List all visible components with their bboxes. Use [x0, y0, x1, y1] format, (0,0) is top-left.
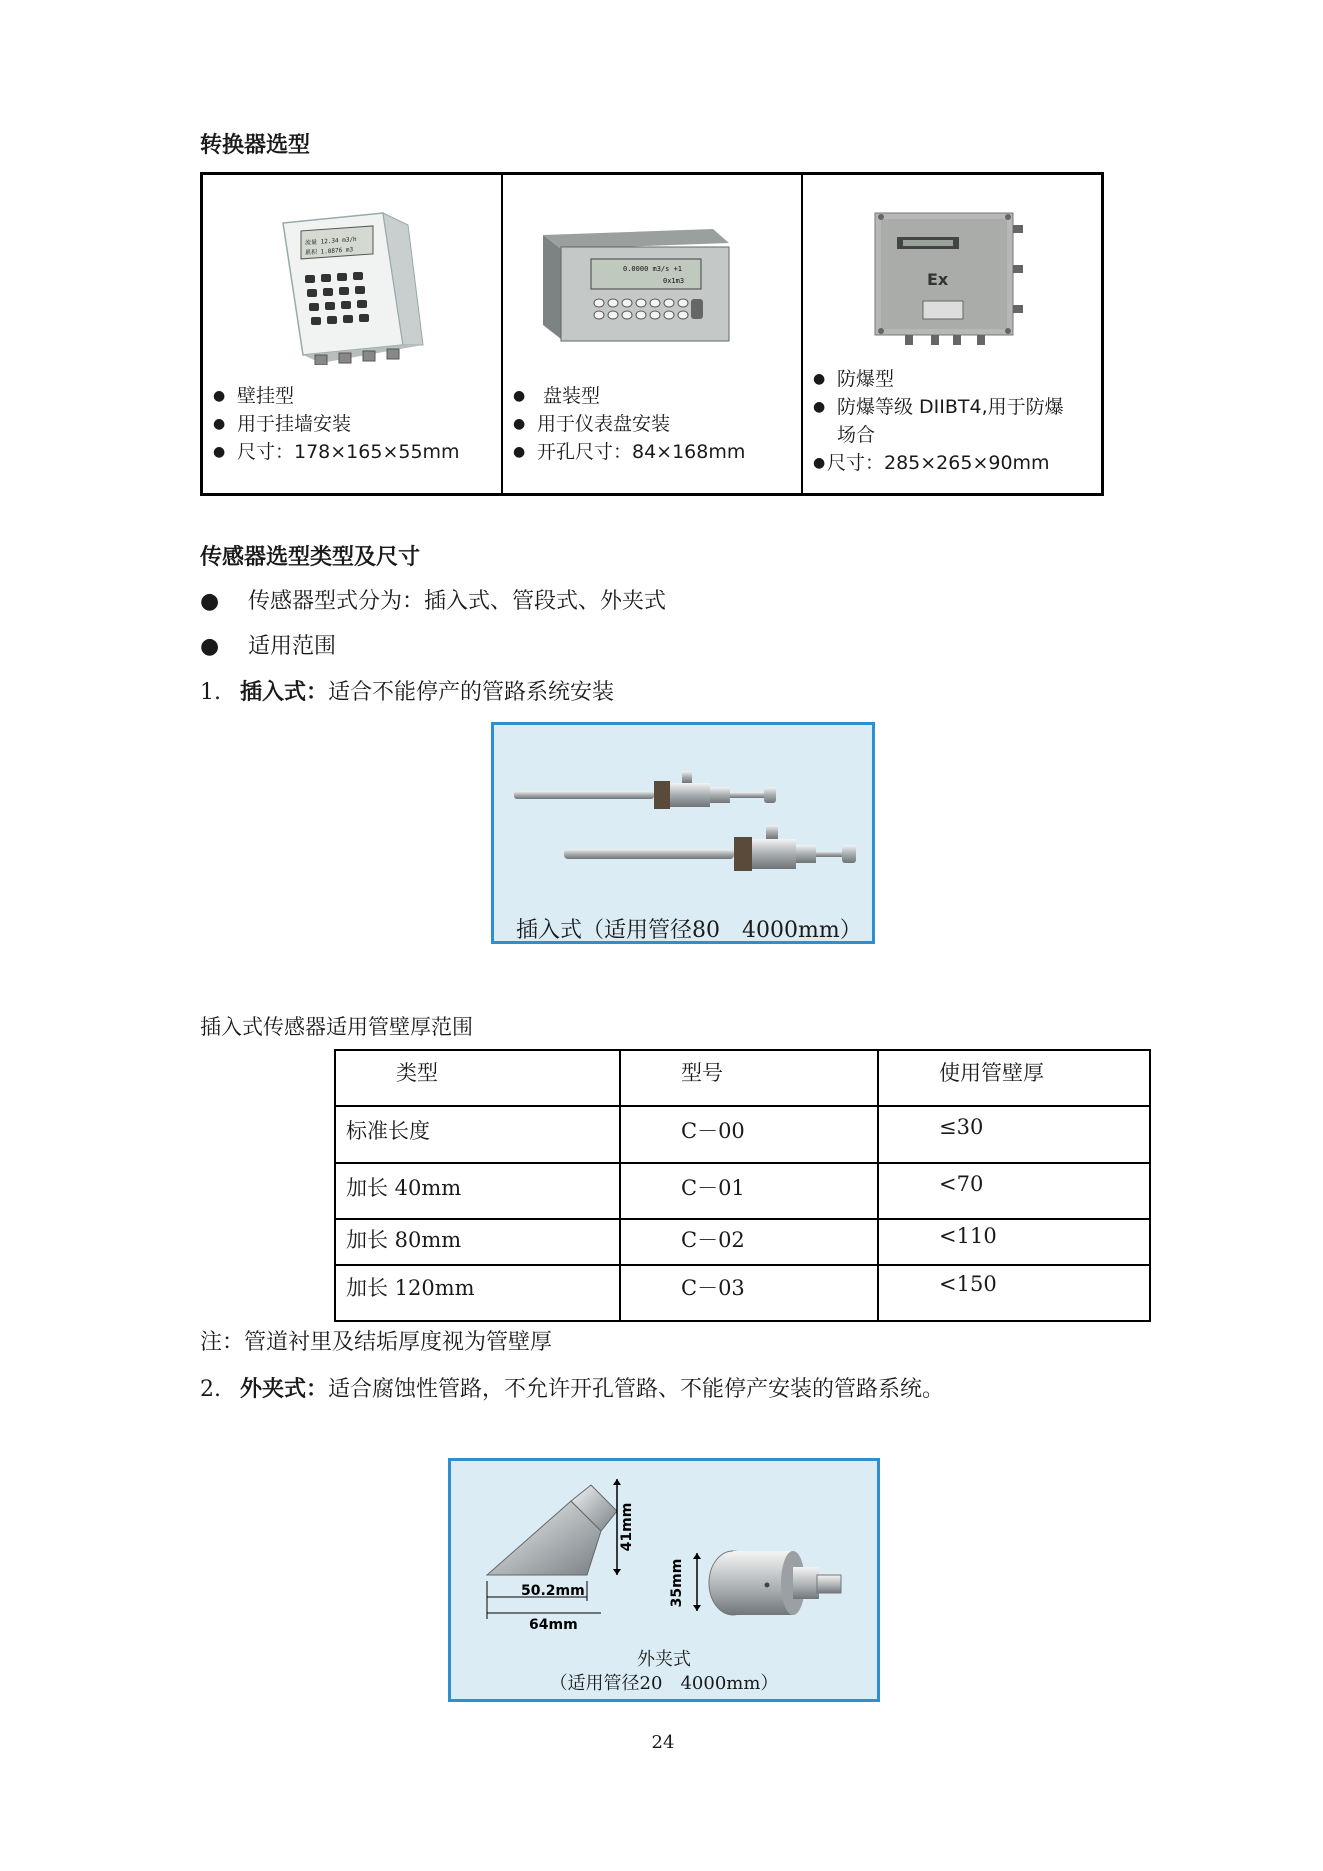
table-cell: 加长 120mm	[335, 1265, 620, 1321]
item-text: 适合腐蚀性管路，不允许开孔管路、不能停产安装的管路系统。	[328, 1377, 945, 1402]
panel-model-name: ● 盘装型	[513, 382, 745, 410]
ex-mark: Ex	[927, 270, 949, 289]
table-cell: C－01	[620, 1163, 878, 1219]
table-cell: <110	[878, 1219, 1150, 1265]
note: 注：管道衬里及结垢厚度视为管壁厚	[200, 1330, 553, 1355]
item-text: 适合不能停产的管路系统安装	[328, 680, 615, 705]
wall-display-line2: 累积 1.0876 m3	[305, 246, 354, 257]
converter-cell-ex	[803, 175, 1101, 493]
table-row	[335, 1163, 1150, 1219]
wall-thickness-table-title: 插入式传感器适用管壁厚范围	[200, 1015, 473, 1039]
table-cell: C－02	[620, 1219, 878, 1265]
table-row	[335, 1265, 1150, 1321]
panel-display-line1: 0.0000 m3/s +1	[623, 265, 683, 273]
insert-caption: 插入式（适用管径80 4000mm）	[516, 918, 862, 943]
converter-cell-wall	[203, 175, 503, 493]
insert-sensor-image	[514, 765, 864, 885]
insert-type-item	[200, 675, 614, 706]
panel-feature-2: ● 开孔尺寸：84×168mm	[513, 438, 745, 466]
dim-inner-width: 50.2mm	[521, 1583, 585, 1599]
wall-feature-1: ● 用于挂墙安装	[213, 410, 460, 438]
sensor-bullet-1: ● 传感器型式分为：插入式、管段式、外夹式	[200, 589, 667, 614]
dim-height: 41mm	[619, 1502, 635, 1552]
dim-outer-width: 64mm	[529, 1617, 578, 1631]
ex-model-name: ● 防爆型	[813, 365, 1067, 393]
table-cell: ≤30	[878, 1106, 1150, 1163]
insert-sensor-figure	[491, 722, 875, 944]
table-cell: 加长 80mm	[335, 1219, 620, 1265]
converter-table	[200, 172, 1104, 496]
explosion-proof-converter-image	[863, 205, 1033, 353]
table-row	[335, 1106, 1150, 1163]
panel-mounted-converter-image	[533, 225, 743, 345]
ex-feature-2: ● 尺寸：285×265×90mm	[813, 449, 1067, 477]
table-header: 使用管壁厚	[878, 1050, 1150, 1106]
wall-display-line1: 流量 12.34 m3/h	[305, 236, 357, 247]
clamp-type-item	[200, 1372, 944, 1403]
wall-thickness-table	[334, 1049, 1151, 1322]
bullet-dot-icon: ●	[200, 634, 220, 659]
panel-display-line2: 0x1m3	[663, 277, 685, 285]
wall-model-name: ● 壁挂型	[213, 382, 460, 410]
bullet-dot-icon: ●	[200, 589, 220, 614]
sensor-bullet-2: ● 适用范围	[200, 634, 337, 659]
item-number: 1.	[200, 680, 221, 705]
ex-feature-1: ● 防爆等级 DIIBT4,用于防爆场合	[813, 393, 1067, 449]
item-number: 2.	[200, 1377, 221, 1402]
clamp-sensor-image	[471, 1471, 871, 1631]
table-cell: C－03	[620, 1265, 878, 1321]
clamp-caption-title: 外夹式	[637, 1649, 691, 1670]
wall-mounted-converter-image	[243, 205, 443, 365]
table-cell: <150	[878, 1265, 1150, 1321]
item-label: 外夹式：	[240, 1377, 329, 1402]
panel-features	[513, 382, 745, 466]
converter-cell-panel	[503, 175, 803, 493]
table-row	[335, 1219, 1150, 1265]
table-header-row	[335, 1050, 1150, 1106]
item-label: 插入式：	[240, 680, 329, 705]
ex-features	[813, 365, 1067, 477]
clamp-caption-range: （适用管径20 4000mm）	[549, 1673, 779, 1694]
dim-diameter: 35mm	[669, 1558, 685, 1608]
table-cell: <70	[878, 1163, 1150, 1219]
clamp-sensor-figure	[448, 1458, 880, 1702]
wall-features	[213, 382, 460, 466]
panel-feature-1: ● 用于仪表盘安装	[513, 410, 745, 438]
table-cell: 标准长度	[335, 1106, 620, 1163]
page-number: 24	[651, 1732, 675, 1753]
sensor-heading: 传感器选型类型及尺寸	[200, 545, 421, 570]
table-header: 型号	[620, 1050, 878, 1106]
wall-feature-2: ● 尺寸：178×165×55mm	[213, 438, 460, 466]
table-header: 类型	[335, 1050, 620, 1106]
converter-heading: 转换器选型	[200, 133, 311, 158]
table-cell: C－00	[620, 1106, 878, 1163]
table-cell: 加长 40mm	[335, 1163, 620, 1219]
